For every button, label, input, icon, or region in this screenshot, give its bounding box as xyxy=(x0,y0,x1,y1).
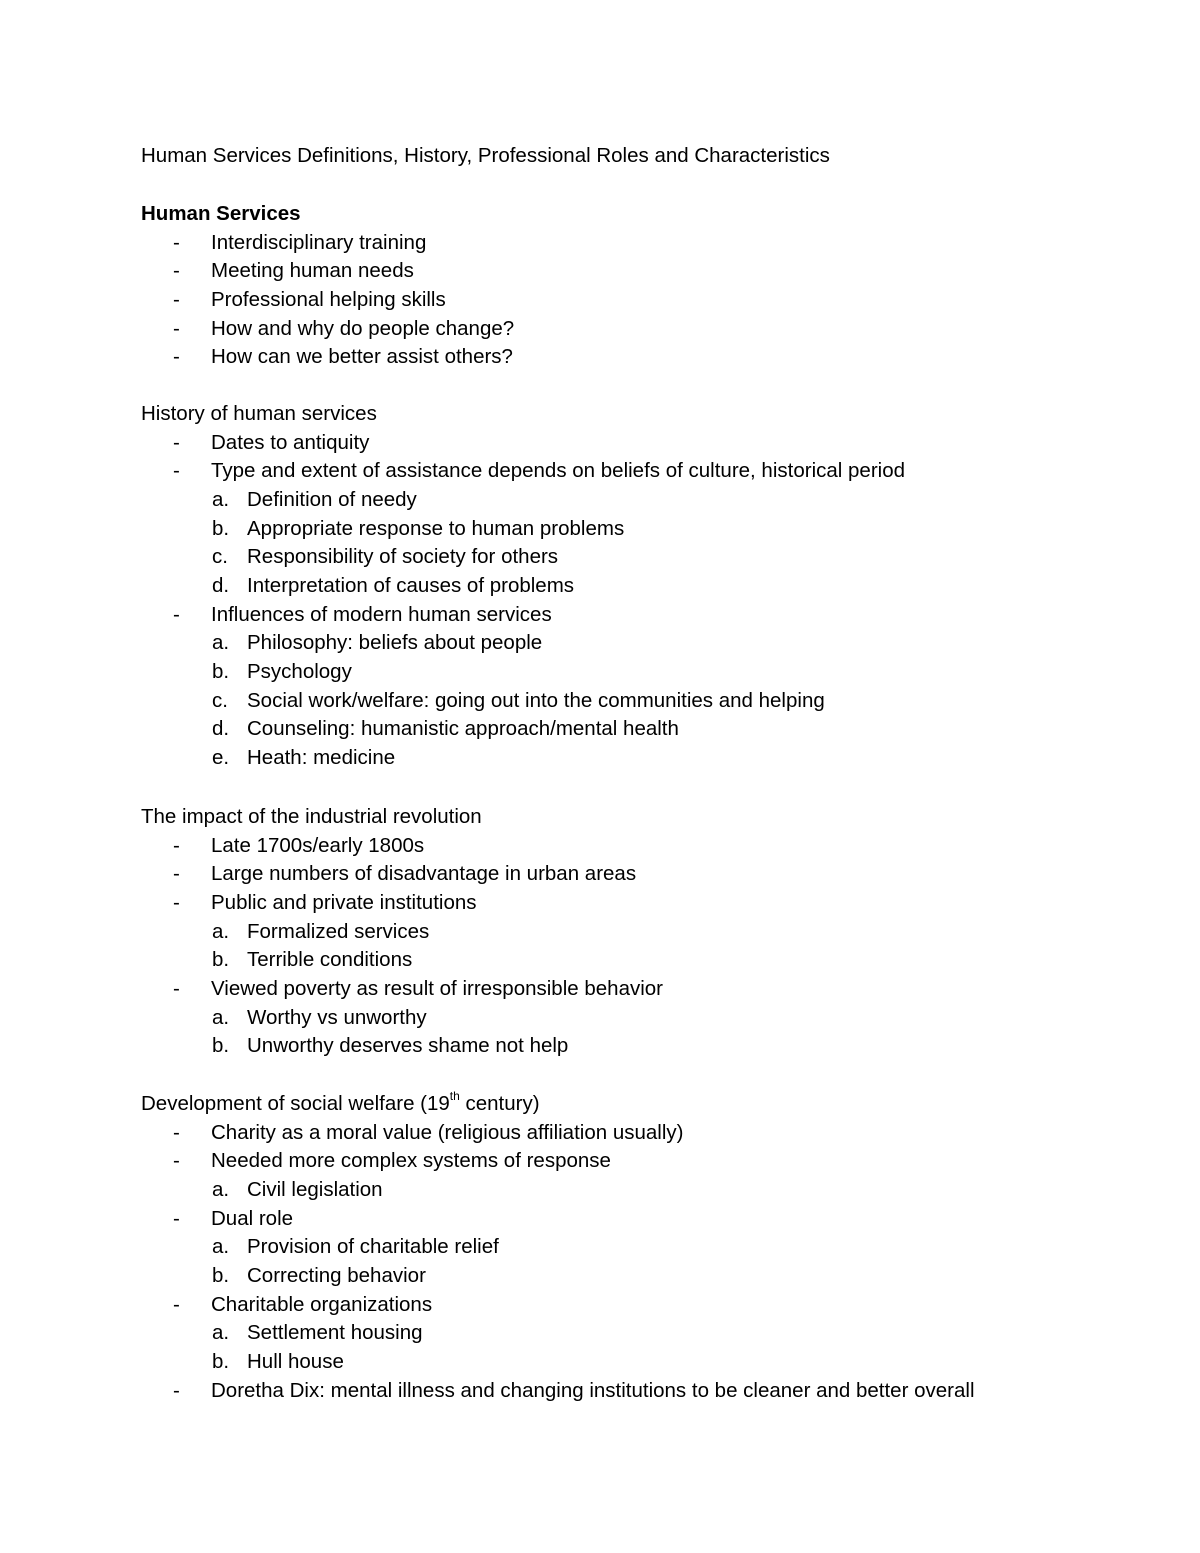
bullet-text: Charitable organizations xyxy=(211,1292,433,1316)
sub-item-marker: b. xyxy=(212,516,230,540)
sub-item-text: Definition of needy xyxy=(247,487,417,511)
bullet-text: Professional helping skills xyxy=(211,287,446,311)
sub-item-text: Formalized services xyxy=(247,919,430,943)
bullet-text: Type and extent of assistance depends on beliefs of culture, historical period xyxy=(211,459,906,483)
sub-item-text: Worthy vs unworthy xyxy=(247,1005,427,1029)
section-heading xyxy=(141,400,377,428)
sub-item-text: Terrible conditions xyxy=(247,948,413,972)
bullet-marker: - xyxy=(173,890,180,914)
sub-item-text: Correcting behavior xyxy=(247,1263,426,1287)
bullet-marker: - xyxy=(173,259,180,283)
section-heading xyxy=(141,1090,540,1118)
bullet-text: Interdisciplinary training xyxy=(211,230,427,254)
bullet-text: Meeting human needs xyxy=(211,259,414,283)
bullet-marker: - xyxy=(173,976,180,1000)
bullet-text: Influences of modern human services xyxy=(211,602,552,626)
bullet-marker: - xyxy=(173,1206,180,1230)
sub-item-text: Appropriate response to human problems xyxy=(247,516,625,540)
bullet-marker: - xyxy=(173,862,180,886)
sub-item-text: Social work/welfare: going out into the communities and helping xyxy=(247,688,825,712)
section-heading-text: The impact of the industrial revolution xyxy=(141,805,482,828)
bullet-text: Dual role xyxy=(211,1206,294,1230)
document-title: Human Services Definitions, History, Professional Roles and Characteristics xyxy=(141,144,830,167)
sub-item-marker: b. xyxy=(212,1263,230,1287)
section-heading-text: Development of social welfare (19 xyxy=(141,1092,450,1115)
bullet-marker: - xyxy=(173,287,180,311)
bullet-marker: - xyxy=(173,459,180,483)
sub-item-text: Provision of charitable relief xyxy=(247,1235,499,1259)
section-heading xyxy=(141,803,482,831)
bullet-text: Public and private institutions xyxy=(211,890,477,914)
sub-item-marker: d. xyxy=(212,717,230,741)
sub-item-marker: c. xyxy=(212,688,228,712)
sub-item-marker: b. xyxy=(212,659,230,683)
sub-item-marker: a. xyxy=(212,1177,230,1201)
sub-item-text: Civil legislation xyxy=(247,1177,383,1201)
sub-item-text: Psychology xyxy=(247,659,352,683)
sub-item-marker: d. xyxy=(212,573,230,597)
sub-item-marker: b. xyxy=(212,1349,230,1373)
bullet-marker: - xyxy=(173,230,180,254)
bullet-text: Dates to antiquity xyxy=(211,430,370,454)
bullet-text: How and why do people change? xyxy=(211,316,515,340)
sub-item-marker: b. xyxy=(212,948,230,972)
bullet-marker: - xyxy=(173,1149,180,1173)
bullet-marker: - xyxy=(173,833,180,857)
sub-item-text: Settlement housing xyxy=(247,1321,423,1345)
sub-item-marker: e. xyxy=(212,745,230,769)
sub-item-text: Unworthy deserves shame not help xyxy=(247,1034,569,1058)
bullet-text: Doretha Dix: mental illness and changing institutions to be cleaner and better overall xyxy=(211,1378,975,1402)
sub-item-text: Philosophy: beliefs about people xyxy=(247,631,543,655)
bullet-marker: - xyxy=(173,316,180,340)
bullet-marker: - xyxy=(173,602,180,626)
sub-item-marker: a. xyxy=(212,919,230,943)
bullet-text: Late 1700s/early 1800s xyxy=(211,833,425,857)
sub-item-text: Counseling: humanistic approach/mental health xyxy=(247,717,679,741)
sub-item-text: Interpretation of causes of problems xyxy=(247,573,575,597)
sub-item-marker: a. xyxy=(212,1235,230,1259)
sub-item-marker: b. xyxy=(212,1034,230,1058)
sub-item-text: Heath: medicine xyxy=(247,745,396,769)
sub-item-marker: a. xyxy=(212,1321,230,1345)
sub-item-marker: a. xyxy=(212,1005,230,1029)
section-heading-text-after: century) xyxy=(459,1092,540,1115)
bullet-text: Viewed poverty as result of irresponsible behavior xyxy=(211,976,664,1000)
bullet-marker: - xyxy=(173,430,180,454)
bullet-text: Needed more complex systems of response xyxy=(211,1149,611,1173)
section-heading-text: History of human services xyxy=(141,402,377,425)
sub-item-marker: a. xyxy=(212,487,230,511)
bullet-marker: - xyxy=(173,345,180,369)
bullet-marker: - xyxy=(173,1292,180,1316)
bullet-text: Large numbers of disadvantage in urban areas xyxy=(211,862,637,886)
bullet-marker: - xyxy=(173,1378,180,1402)
bullet-text: Charity as a moral value (religious affiliation usually) xyxy=(211,1120,684,1144)
section-heading-text: Human Services xyxy=(141,202,301,225)
bullet-marker: - xyxy=(173,1120,180,1144)
bullet-text: How can we better assist others? xyxy=(211,345,513,369)
sub-item-text: Responsibility of society for others xyxy=(247,545,559,569)
sub-item-text: Hull house xyxy=(247,1349,344,1373)
heading-superscript: th xyxy=(449,1089,460,1104)
sub-item-marker: a. xyxy=(212,631,230,655)
section-heading xyxy=(141,200,301,228)
sub-item-marker: c. xyxy=(212,545,228,569)
